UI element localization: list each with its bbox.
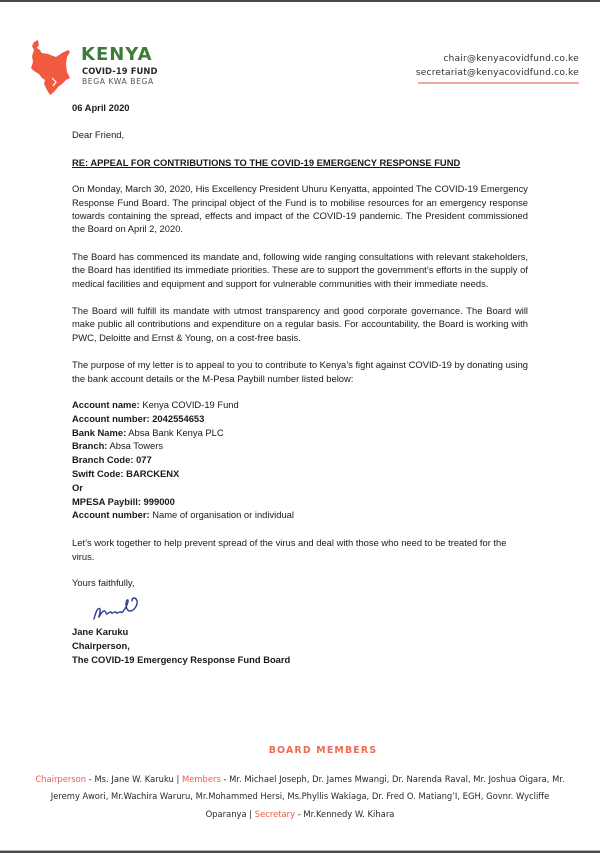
branch-code-line: Branch Code: 077 [72, 454, 152, 466]
paragraph-transparency: The Board will fulfill its mandate with utmost transparency and good corporate governance. The Board will make public all contributions and expenditure on a regular basis. For accountability, the Board is working with PWC, Deloitte and Ernst & Young, on a cost-free basis. [72, 305, 528, 343]
bank-name-line: Bank Name: Absa Bank Kenya PLC [72, 426, 224, 438]
contact-divider [418, 82, 579, 84]
secretary-name: - Mr.Kennedy W. Kihara [295, 808, 395, 819]
letter-body [72, 101, 528, 666]
members-names: - Mr. Michael Joseph, Dr. James Mwangi, Dr. Narenda Raval, Mr. Joshua Oigara, Mr. Jeremy Awori, Mr.Wachira Waruru, Mr.Mohammed Hersi, Ms.Phyllis Wakiaga, Dr. Fred O. Matiang’I, EGH, Govnr. Wycliffe Oparanya | [50, 774, 565, 819]
or-separator: Or [72, 481, 83, 493]
chairperson-name: - Ms. Jane W. Karuku | [86, 774, 182, 784]
signatory-block [72, 625, 528, 666]
mpesa-paybill-line: MPESA Paybill: 999000 [72, 495, 175, 507]
signatory-name: Jane Karuku [72, 626, 129, 638]
board-members-heading: BOARD MEMBERS [268, 745, 378, 756]
letter-subject: RE: APPEAL FOR CONTRIBUTIONS TO THE COVID-19 EMERGENCY RESPONSE FUND [72, 156, 461, 168]
account-number-line: Account number: 2042554653 [72, 412, 205, 424]
paragraph-closing: Let’s work together to help prevent spread of the virus and deal with those who need to be treated for the virus. [72, 537, 507, 562]
logo-tagline: BEGA KWA BEGA [82, 77, 154, 86]
logo-subtitle: COVID-19 FUND [82, 66, 158, 76]
mpesa-account-number-line: Account number: Name of organisation or individual [72, 509, 294, 521]
swift-code-line: Swift Code: BARCKENX [72, 468, 180, 480]
paragraph-appeal: The purpose of my letter is to appeal to you to contribute to Kenya’s fight against COVID-19 by donating using the bank account details or the M-Pesa Paybill number listed below: [72, 359, 528, 384]
secretariat-email-link[interactable]: secretariat@kenyacovidfund.co.ke [415, 67, 579, 78]
paragraph-mandate: The Board has commenced its mandate and, following wide ranging consultations with relevant stakeholders, the Board has identified its immediate priorities. These are to support the government’s efforts in the supply of medical facilities and equipment and support for vulnerable communities with their immediate needs. [72, 250, 528, 289]
signatory-title: Chairperson, [72, 640, 130, 652]
top-border [0, 0, 600, 2]
letter-greeting: Dear Friend, [72, 129, 125, 141]
signature-icon [72, 589, 528, 625]
account-name-line: Account name: Kenya COVID-19 Fund [72, 399, 239, 411]
account-details [72, 398, 528, 522]
members-label: Members [182, 774, 221, 784]
branch-line: Branch: Absa Towers [72, 440, 164, 452]
contact-emails [416, 52, 579, 80]
kenya-map-icon [30, 40, 74, 95]
board-members-list [30, 771, 570, 823]
signatory-organisation: The COVID-19 Emergency Response Fund Board [72, 653, 291, 665]
chair-email-link[interactable]: chair@kenyacovidfund.co.ke [443, 53, 579, 64]
logo-title: KENYA [81, 44, 153, 65]
letter-date: 06 April 2020 [72, 102, 130, 113]
paragraph-appointment: On Monday, March 30, 2020, His Excellency President Uhuru Kenyatta, appointed The COVID-19 Emergency Response Fund Board. The principal object of the Fund is to mobilise resources for an emergency response towards containing the spread, effects and impact of the COVID-19 pandemic. The President commissioned the Board on April 2, 2020. [72, 183, 528, 235]
sign-off: Yours faithfully, [72, 577, 135, 589]
secretary-label: Secretary [254, 808, 296, 819]
kenya-covid-fund-logo [30, 40, 175, 95]
chairperson-label: Chairperson [35, 774, 87, 784]
